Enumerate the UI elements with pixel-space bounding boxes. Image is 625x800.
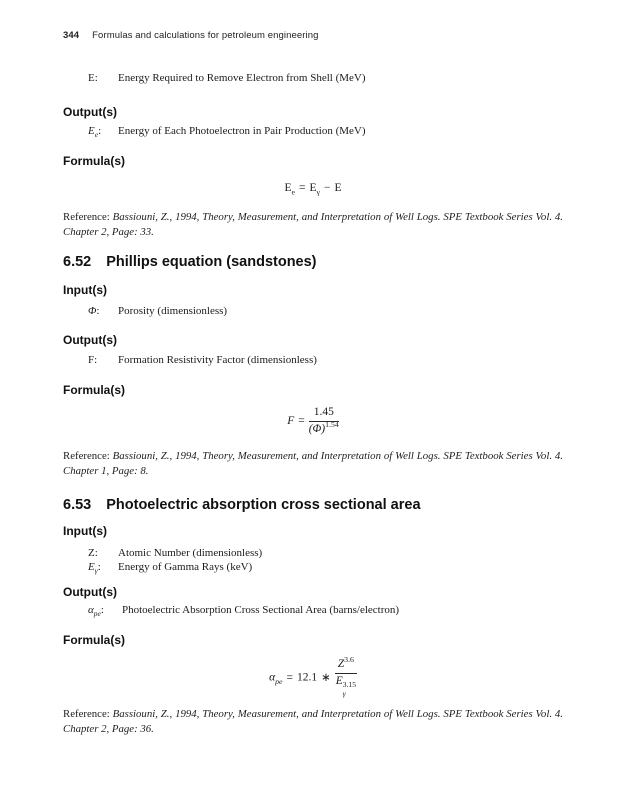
input-description: Energy of Gamma Rays (keV) [118, 561, 253, 573]
section-title: Photoelectric absorption cross sectional area [106, 497, 421, 513]
input-description: Energy Required to Remove Electron from Shell (MeV) [118, 72, 366, 84]
page-number: 344 [63, 30, 80, 41]
input-definition-653-egamma [63, 560, 588, 574]
section-title: Phillips equation (sandstones) [106, 254, 317, 270]
reference-label: Reference: [63, 211, 110, 223]
formula-651: $E_e = E_\gamma - E$ [284, 182, 342, 197]
section-heading-653 [63, 497, 563, 513]
inputs-label-652: Input(s) [63, 283, 107, 297]
formula-653: $\alpha_{pe} = 12.1$ ∗ $Z^{3.6}$ E 3.15 γ [269, 655, 356, 698]
output-definition-653 [63, 603, 588, 617]
input-symbol: Z: [88, 547, 98, 559]
inputs-label-653: Input(s) [63, 524, 107, 538]
input-description: Atomic Number (dimensionless) [118, 547, 263, 559]
reference-label: Reference: [63, 708, 110, 720]
fraction: $Z^{3.6}$ E 3.15 γ [335, 655, 356, 698]
output-symbol: $E_e$: [88, 125, 102, 140]
input-definition-651 [63, 71, 588, 85]
reference-653 [63, 707, 563, 736]
reference-citation: Bassiouni, Z., 1994, Theory, Measurement, and Interpretation of Well Logs. SPE Textbook Series Vol. 4. Chapter 2, Page: 33. [63, 211, 563, 238]
input-definition-653-z [63, 546, 588, 560]
output-description: Energy of Each Photoelectron in Pair Production (MeV) [118, 125, 366, 137]
formula-652: F = $\frac{1.45}{(\Phi)^{1.54}}$ [287, 406, 339, 435]
formulas-label-653: Formula(s) [63, 633, 126, 647]
outputs-label-651: Output(s) [63, 105, 117, 119]
reference-label: Reference: [63, 450, 110, 462]
section-number: 6.52 [63, 254, 92, 270]
section-heading-652 [63, 254, 563, 270]
input-definition-652 [63, 304, 588, 318]
reference-citation: Bassiouni, Z., 1994, Theory, Measurement, and Interpretation of Well Logs. SPE Textbook Series Vol. 4. Chapter 2, Page: 36. [63, 708, 563, 735]
running-header [63, 30, 563, 41]
reference-citation: Bassiouni, Z., 1994, Theory, Measurement, and Interpretation of Well Logs. SPE Textbook Series Vol. 4. Chapter 1, Page: 8. [63, 450, 563, 477]
input-symbol: Φ: [88, 305, 100, 317]
formulas-label-651: Formula(s) [63, 154, 126, 168]
book-title: Formulas and calculations for petroleum engineering [92, 30, 319, 41]
output-symbol: F: [88, 354, 98, 366]
outputs-label-652: Output(s) [63, 333, 117, 347]
output-description: Photoelectric Absorption Cross Sectional Area (barns/electron) [122, 604, 400, 616]
output-definition-651 [63, 124, 588, 138]
input-description: Porosity (dimensionless) [118, 305, 228, 317]
formulas-label-652: Formula(s) [63, 383, 126, 397]
output-symbol: $\alpha_{pe}$: [88, 604, 104, 619]
input-symbol: E: [88, 72, 98, 84]
reference-651 [63, 210, 563, 239]
reference-652 [63, 449, 563, 478]
section-number: 6.53 [63, 497, 92, 513]
outputs-label-653: Output(s) [63, 585, 117, 599]
output-definition-652 [63, 353, 588, 367]
fraction: $\frac{1.45}{(\Phi)^{1.54}}$ [308, 406, 339, 435]
input-symbol: $E_\gamma$: [88, 561, 101, 576]
output-description: Formation Resistivity Factor (dimensionless) [118, 354, 317, 366]
